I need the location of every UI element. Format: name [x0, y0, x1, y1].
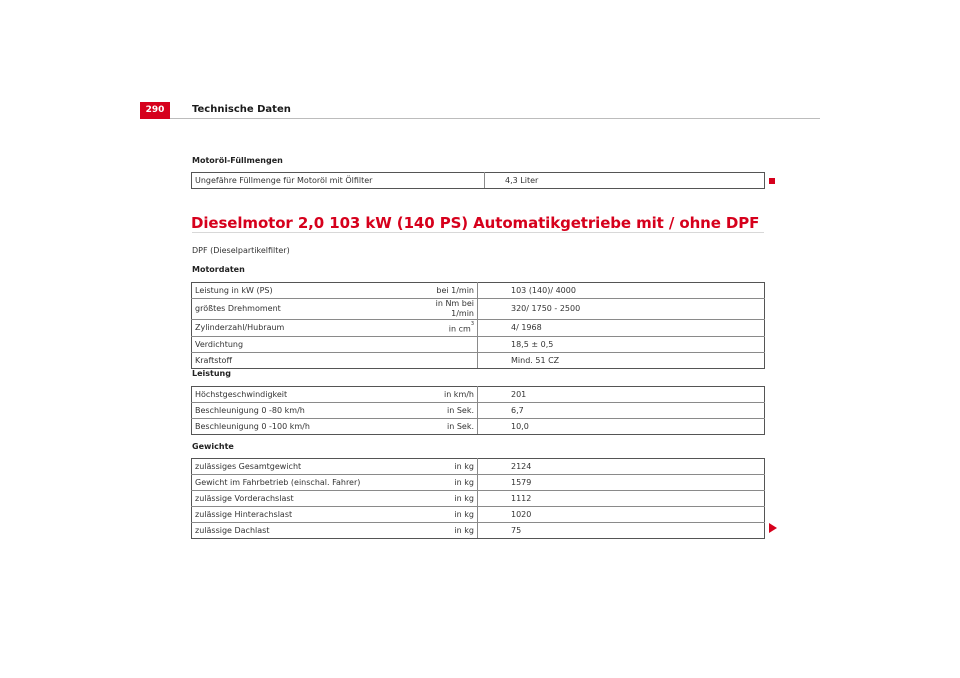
row-unit: in kg [424, 475, 478, 491]
table-row [192, 507, 765, 523]
row-label: Beschleunigung 0 -80 km/h [192, 403, 424, 419]
table-row [192, 459, 765, 475]
oil-table [191, 172, 765, 189]
oil-section-heading: Motoröl-Füllmengen [192, 156, 283, 165]
table-row [192, 419, 765, 435]
row-label: Zylinderzahl/Hubraum [192, 320, 424, 337]
row-label: Verdichtung [192, 337, 424, 353]
row-unit [424, 353, 478, 369]
row-label: zulässige Hinterachslast [192, 507, 424, 523]
row-value: 1579 [478, 475, 765, 491]
table-row [192, 173, 765, 189]
row-value: 6,7 [478, 403, 765, 419]
row-value: 2124 [478, 459, 765, 475]
main-heading: Dieselmotor 2,0 103 kW (140 PS) Automatikgetriebe mit / ohne DPF [191, 214, 760, 232]
page-number: 290 [140, 102, 170, 119]
row-label: zulässige Vorderachslast [192, 491, 424, 507]
table-row [192, 403, 765, 419]
row-value: 1112 [478, 491, 765, 507]
row-unit: in Nm bei 1/min [424, 299, 478, 320]
oil-value: 4,3 Liter [485, 173, 765, 189]
gewichte-section-heading: Gewichte [192, 442, 234, 451]
table-row [192, 320, 765, 337]
table-row [192, 475, 765, 491]
row-unit: in Sek. [424, 419, 478, 435]
row-value: Mind. 51 CZ [478, 353, 765, 369]
table-row [192, 491, 765, 507]
motor-section-heading: Motordaten [192, 265, 245, 274]
unit-superscript: 3 [470, 320, 474, 327]
row-value: 10,0 [478, 419, 765, 435]
row-value: 75 [478, 523, 765, 539]
header-title: Technische Daten [192, 104, 291, 115]
table-row [192, 337, 765, 353]
row-label: größtes Drehmoment [192, 299, 424, 320]
row-value: 18,5 ± 0,5 [478, 337, 765, 353]
row-value: 103 (140)/ 4000 [478, 283, 765, 299]
row-label: Höchstgeschwindigkeit [192, 387, 424, 403]
table-row [192, 299, 765, 320]
heading-divider [192, 232, 764, 233]
row-unit: in kg [424, 491, 478, 507]
row-label: zulässige Dachlast [192, 523, 424, 539]
row-label: Gewicht im Fahrbetrieb (einschal. Fahrer) [192, 475, 424, 491]
row-value: 201 [478, 387, 765, 403]
row-unit: in kg [424, 507, 478, 523]
row-unit: bei 1/min [424, 283, 478, 299]
table-row [192, 353, 765, 369]
leistung-section-heading: Leistung [192, 369, 231, 378]
row-value: 320/ 1750 - 2500 [478, 299, 765, 320]
row-value: 1020 [478, 507, 765, 523]
next-page-arrow-icon [769, 523, 777, 533]
unit-text: in cm [448, 324, 471, 334]
motor-table [191, 282, 765, 369]
table-row [192, 283, 765, 299]
row-unit: in Sek. [424, 403, 478, 419]
table-row [192, 387, 765, 403]
row-unit: in kg [424, 459, 478, 475]
table-row [192, 523, 765, 539]
row-label: zulässiges Gesamtgewicht [192, 459, 424, 475]
row-unit [424, 320, 478, 337]
page-header [140, 102, 820, 119]
row-unit: in km/h [424, 387, 478, 403]
end-square-icon [769, 178, 775, 184]
dpf-note: DPF (Dieselpartikelfilter) [192, 246, 290, 255]
row-label: Leistung in kW (PS) [192, 283, 424, 299]
row-unit: in kg [424, 523, 478, 539]
header-divider [170, 118, 820, 119]
gewichte-table [191, 458, 765, 539]
row-unit [424, 337, 478, 353]
row-label: Kraftstoff [192, 353, 424, 369]
leistung-table [191, 386, 765, 435]
row-label: Beschleunigung 0 -100 km/h [192, 419, 424, 435]
oil-label: Ungefähre Füllmenge für Motoröl mit Ölfilter [192, 173, 485, 189]
row-value: 4/ 1968 [478, 320, 765, 337]
